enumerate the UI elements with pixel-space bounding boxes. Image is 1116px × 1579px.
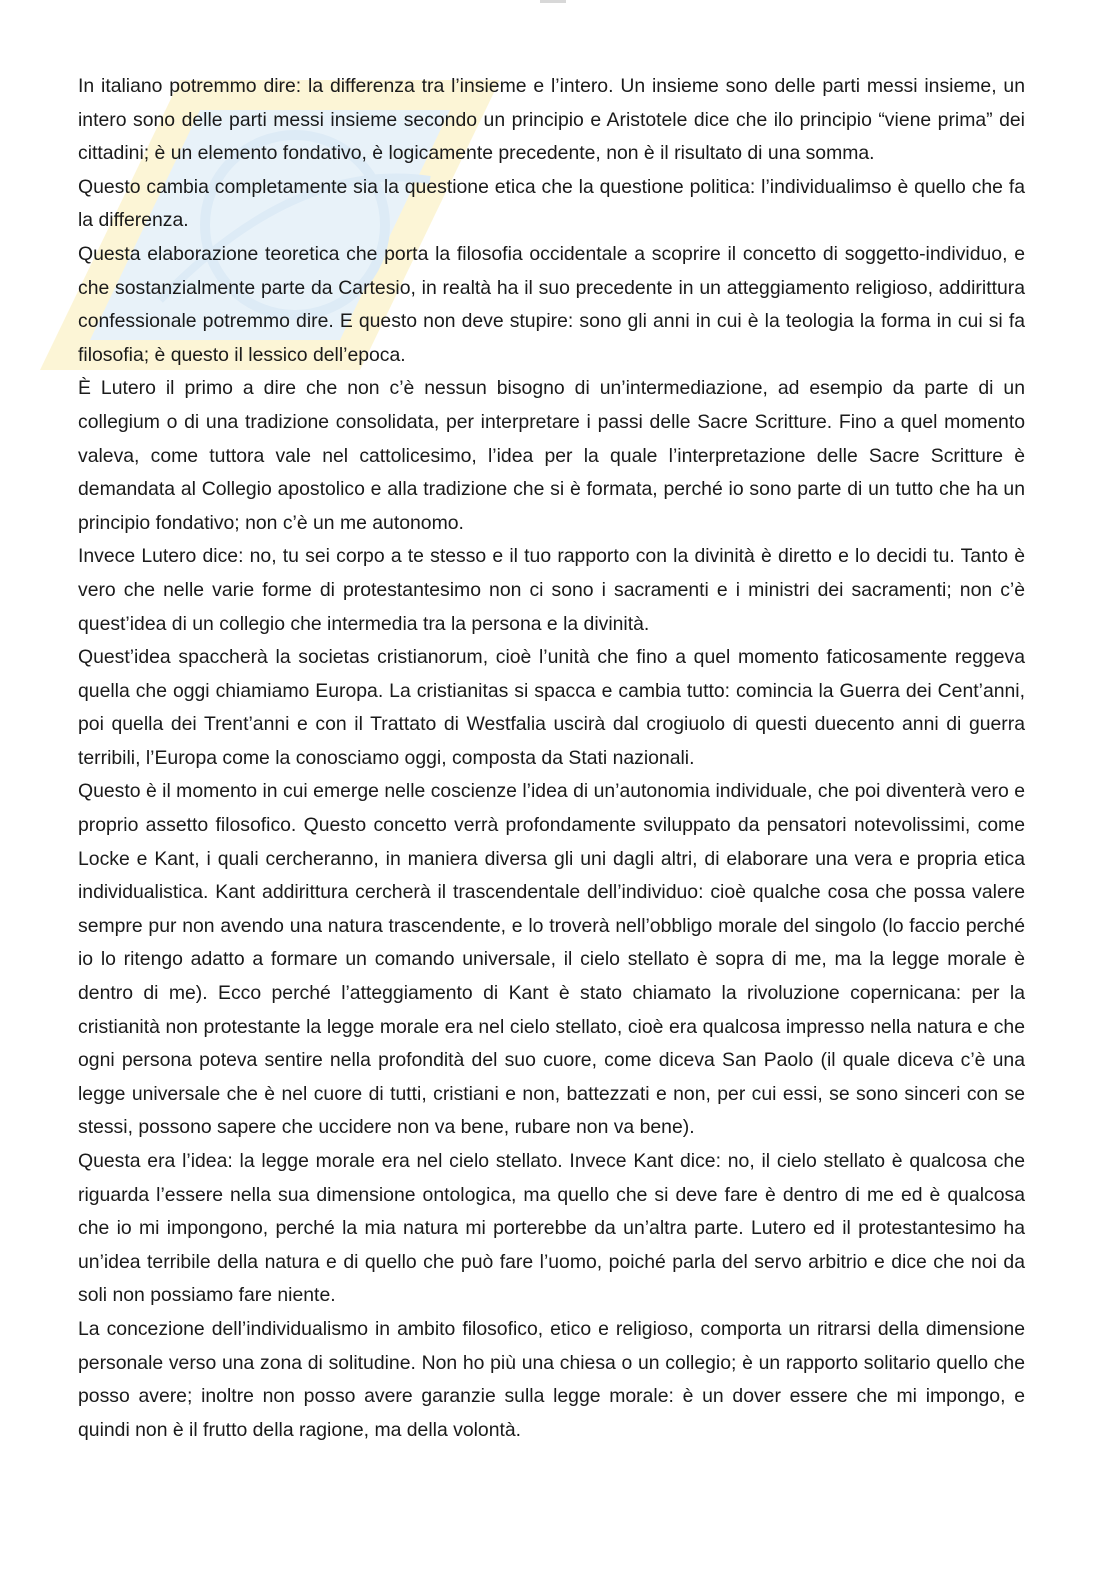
paragraph: Questo cambia completamente sia la questione etica che la questione politica: l’individualimso è quello che fa la differenza. (78, 175, 1025, 232)
paragraph: È Lutero il primo a dire che non c’è nessun bisogno di un’intermediazione, ad esempio da parte di un collegium o di una tradizione consolidata, per interpretare i passi delle Sacre Scritture. Fino a quel momento valeva, come tuttora vale nel cattolicesimo, l’idea per la quale l’interpretazione delle Sacre Scritture è demandata al Collegio apostolico e alla tradizione che si è formata, perché io sono parte di un tutto che ha un principio fondativo; non c’è un me autonomo. (78, 377, 1025, 534)
paragraph: Questo è il momento in cui emerge nelle coscienze l’idea di un’autonomia individuale, che poi diventerà vero e proprio assetto filosofico. Questo concetto verrà profondamente sviluppato da pensatori notevolissimi, come Locke e Kant, i quali cercheranno, in maniera diversa gli uni dagli altri, di elaborare una vera e propria etica individualistica. Kant addirittura cercherà il trascendentale dell’individuo: cioè qualche cosa che possa valere sempre pur non avendo una natura trascendente, e lo troverà nell’obbligo morale del singolo (lo faccio perché io lo ritengo adatto a formare un comando universale, il cielo stellato è sopra di me, ma la legge morale è dentro di me). Ecco perché l’atteggiamento di Kant è stato chiamato la rivoluzione copernicana: per la cristianità non protestante la legge morale era nel cielo stellato, cioè era qualcosa impresso nella natura e che ogni persona poteva sentire nella profondità del suo cuore, come diceva San Paolo (il quale diceva c’è una legge universale che è nel cuore di tutti, cristiani e non, battezzati e non, per cui essi, se sono sinceri con se stessi, possono sapere che uccidere non va bene, rubare non va bene). (78, 780, 1025, 1139)
page-header-mark (540, 0, 566, 3)
paragraph: Quest’idea spaccherà la societas cristianorum, cioè l’unità che fino a quel momento faticosamente reggeva quella che oggi chiamiamo Europa. La cristianitas si spacca e cambia tutto: comincia la Guerra dei Cent’anni, poi quella dei Trent’anni e con il Trattato di Westfalia uscirà dal crogiuolo di questi duecento anni di guerra terribili, l’Europa come la conosciamo oggi, composta da Stati nazionali. (78, 646, 1025, 769)
paragraph: Questa elaborazione teoretica che porta la filosofia occidentale a scoprire il concetto di soggetto-individuo, e che sostanzialmente parte da Cartesio, in realtà ha il suo precedente in un atteggiamento religioso, addirittura confessionale potremmo dire. E questo non deve stupire: sono gli anni in cui è la teologia la forma in cui si fa filosofia; è questo il lessico dell’epoca. (78, 242, 1025, 366)
paragraph: Questa era l’idea: la legge morale era nel cielo stellato. Invece Kant dice: no, il cielo stellato è qualcosa che riguarda l’essere nella sua dimensione ontologica, ma quello che si deve fare è dentro di me ed è qualcosa che io mi impongono, perché la mia natura mi porterebbe da un’altra parte. Lutero ed il protestantesimo ha un’idea terribile della natura e di quello che può fare l’uomo, poiché parla del servo arbitrio e dice che noi da soli non possiamo fare niente. (78, 1150, 1025, 1307)
paragraph: In italiano potremmo dire: la differenza tra l’insieme e l’intero. Un insieme sono delle parti messi insieme, un intero sono delle parti messi insieme secondo un principio e Aristotele dice che ilo principio “viene prima” dei cittadini; è un elemento fondativo, è logicamente precedente, non è il risultato di una somma. (78, 75, 1025, 165)
paragraph: Invece Lutero dice: no, tu sei corpo a te stesso e il tuo rapporto con la divinità è diretto e lo decidi tu. Tanto è vero che nelle varie forme di protestantesimo non ci sono i sacramenti e i ministri dei sacramenti; non c’è quest’idea di un collegio che intermedia tra la persona e la divinità. (78, 545, 1025, 635)
document-body (78, 70, 1025, 1447)
paragraph: La concezione dell’individualismo in ambito filosofico, etico e religioso, comporta un ritrarsi della dimensione personale verso una zona di solitudine. Non ho più una chiesa o un collegio; è un rapporto solitario quello che posso avere; inoltre non posso avere garanzie sulla legge morale: è un dover essere che mi impongo, e quindi non è il frutto della ragione, ma della volontà. (78, 1317, 1025, 1441)
